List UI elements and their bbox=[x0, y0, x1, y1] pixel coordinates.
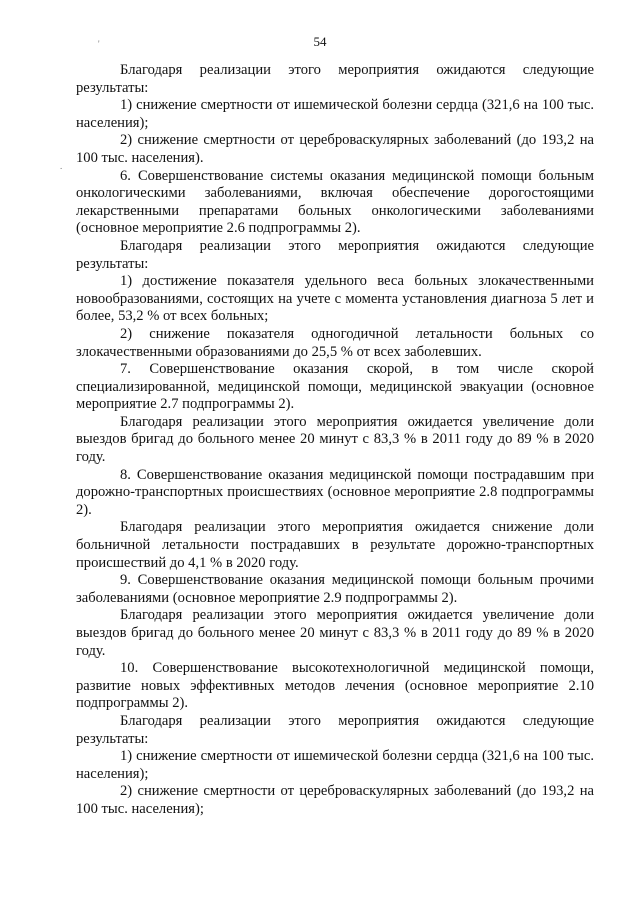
paragraph: 7. Совершенствование оказания скорой, в том числе скорой специализированной, медицинской помощи, медицинской эвакуации (основное мероприятие 2.7 подпрограммы 2). bbox=[76, 361, 594, 413]
paragraph: Благодаря реализации этого мероприятия ожидается увеличение доли выездов бригад до больного менее 20 минут с 83,3 % в 2011 году до 89 % в 2020 году. bbox=[76, 607, 594, 659]
paragraph: 6. Совершенствование системы оказания медицинской помощи больным онкологическими заболеваниями, включая обеспечение дорогостоящими лекарственными препаратами больных онкологическими заболеваниями (основное мероприятие 2.6 подпрограммы 2). bbox=[76, 167, 594, 237]
paragraph: 9. Совершенствование оказания медицинской помощи больным прочими заболеваниями (основное мероприятие 2.9 подпрограммы 2). bbox=[76, 572, 594, 606]
paragraph: 1) достижение показателя удельного веса больных злокачественными новообразованиями, состоящих на учете с момента установления диагноза 5 лет и более, 53,2 % от всех больных; bbox=[76, 273, 594, 325]
paragraph: Благодаря реализации этого мероприятия ожидаются следующие результаты: bbox=[76, 712, 594, 747]
stray-mark: ' bbox=[98, 39, 100, 49]
paragraph: 2) снижение смертности от цереброваскулярных заболеваний (до 193,2 на 100 тыс. населения); bbox=[76, 783, 594, 817]
stray-mark: . bbox=[60, 161, 63, 171]
paragraph: 2) снижение смертности от цереброваскулярных заболеваний (до 193,2 на 100 тыс. населения). bbox=[76, 132, 594, 166]
paragraph: Благодаря реализации этого мероприятия ожидаются следующие результаты: bbox=[76, 62, 594, 96]
paragraph: Благодаря реализации этого мероприятия ожидаются следующие результаты: bbox=[76, 237, 594, 272]
paragraph: 8. Совершенствование оказания медицинской помощи пострадавшим при дорожно-транспортных происшествиях (основное мероприятие 2.8 подпрограммы 2). bbox=[76, 466, 594, 518]
paragraph: 1) снижение смертности от ишемической болезни сердца (321,6 на 100 тыс. населения); bbox=[76, 748, 594, 782]
paragraph: Благодаря реализации этого мероприятия ожидается увеличение доли выездов бригад до больного менее 20 минут с 83,3 % в 2011 году до 89 % в 2020 году. bbox=[76, 413, 594, 466]
paragraph: Благодаря реализации этого мероприятия ожидается снижение доли больничной летальности пострадавших в результате дорожно-транспортных происшествий до 4,1 % в 2020 году. bbox=[76, 519, 594, 571]
document-body bbox=[76, 62, 594, 819]
paragraph: 2) снижение показателя одногодичной летальности больных со злокачественными образованиями до 25,5 % от всех заболевших. bbox=[76, 325, 594, 360]
paragraph: 10. Совершенствование высокотехнологичной медицинской помощи, развитие новых эффективных методов лечения (основное мероприятие 2.10 подпрограммы 2). bbox=[76, 660, 594, 712]
paragraph: 1) снижение смертности от ишемической болезни сердца (321,6 на 100 тыс. населения); bbox=[76, 97, 594, 131]
page-number: 54 bbox=[313, 34, 327, 49]
